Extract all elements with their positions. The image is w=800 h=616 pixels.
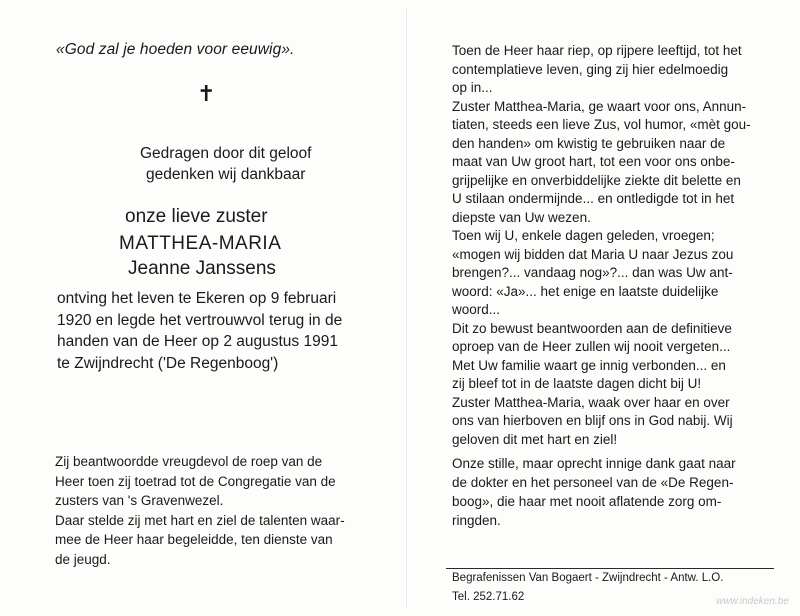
undertaker-phone: Tel. 252.71.62 — [452, 591, 525, 603]
tribute-line: woord... — [452, 302, 501, 317]
tribute-line: den handen» om kwistig te gebruiken naar de — [452, 135, 726, 151]
thanks-text — [452, 454, 772, 530]
tribute-line: Zuster Matthea-Maria, ge waart voor ons, Annun- — [452, 98, 747, 114]
tribute-line: Zuster Matthea-Maria, waak over haar en over — [452, 394, 730, 410]
bio-line: mee de Heer haar begeleidde, ten dienste van — [55, 532, 333, 547]
bio-line: Heer toen zij toetrad tot de Congregatie van de — [55, 473, 336, 489]
motto: «God zal je hoeden voor eeuwig». — [56, 41, 295, 58]
tribute-line: Dit zo bewust beantwoorden aan de definitieve — [452, 320, 732, 336]
undertaker-name: Begrafenissen Van Bogaert - Zwijndrecht - Antw. L.O. — [452, 572, 724, 584]
footer-divider — [446, 568, 774, 569]
life-line: handen van de Heer op 2 augustus 1991 — [57, 333, 338, 350]
tribute-line: Met Uw familie waart ge innig verbonden... en — [452, 357, 726, 373]
tribute-line: Toen de Heer haar riep, op rijpere leeftijd, tot het — [452, 43, 742, 58]
watermark: www.indeken.be — [716, 596, 789, 607]
tribute-line: ons van hierboven en blijf ons in God nabij. Wij — [452, 413, 733, 428]
tribute-line: woord: «Ja»... het enige en laatste duidelijke — [452, 283, 719, 299]
tribute-line: zij bleef tot in de laatste dagen dicht bij U! — [452, 376, 702, 391]
thanks-line: Onze stille, maar oprecht innige dank gaat naar — [452, 456, 736, 471]
tribute-text — [452, 42, 772, 449]
tribute-line: «mogen wij bidden dat Maria U naar Jezus zou — [452, 246, 734, 262]
tribute-line: tiaten, steeds een lieve Zus, vol humor, «mèt gou- — [452, 117, 751, 132]
thanks-line: de dokter en het personeel van de «De Regen- — [452, 475, 734, 490]
tribute-line: op in... — [452, 80, 493, 95]
tribute-line: geloven dit met hart en ziel! — [452, 431, 618, 447]
cross-icon: ✝ — [197, 82, 216, 107]
intro-line: Gedragen door dit geloof — [140, 145, 312, 162]
tribute-line: grijpelijke en onverbiddelijke ziekte dit belette en — [452, 172, 741, 188]
life-line: te Zwijndrecht ('De Regenboog') — [57, 354, 279, 372]
bio-line: de jeugd. — [55, 551, 111, 567]
tribute-line: Toen wij U, enkele dagen geleden, vroegen; — [452, 228, 715, 243]
thanks-line: ringden. — [452, 513, 501, 528]
biography — [55, 452, 385, 569]
tribute-line: maat van Uw groot hart, tot een voor ons onbe- — [452, 154, 735, 169]
bio-line: Daar stelde zij met hart en ziel de talenten waar- — [55, 512, 345, 528]
religious-name: MATTHEA-MARIA — [119, 233, 282, 254]
tribute-line: U stilaan ondermijnde... en ontledigde tot in het — [452, 191, 735, 206]
life-dates — [57, 288, 375, 374]
bio-line: Zij beantwoordde vreugdevol de roep van de — [55, 454, 323, 469]
intro-line: gedenken wij dankbaar — [146, 166, 306, 183]
life-line: ontving het leven te Ekeren op 9 februari — [57, 290, 337, 307]
card-fold-line — [406, 8, 407, 608]
tribute-line: brengen?... vandaag nog»?... dan was Uw ant- — [452, 265, 733, 280]
bio-line: zusters van 's Gravenwezel. — [55, 493, 224, 508]
life-line: 1920 en legde het vertrouwvol terug in de — [57, 311, 343, 329]
civil-name: Jeanne Janssens — [128, 258, 276, 279]
name-prefix: onze lieve zuster — [125, 206, 268, 227]
tribute-line: contemplatieve leven, ging zij hier edelmoedig — [452, 61, 729, 77]
thanks-line: boog», die haar met nooit aflatende zorg om- — [452, 494, 722, 509]
tribute-line: oproep van de Heer zullen wij nooit vergeten... — [452, 339, 731, 354]
tribute-line: diepste van Uw wezen. — [452, 209, 591, 225]
